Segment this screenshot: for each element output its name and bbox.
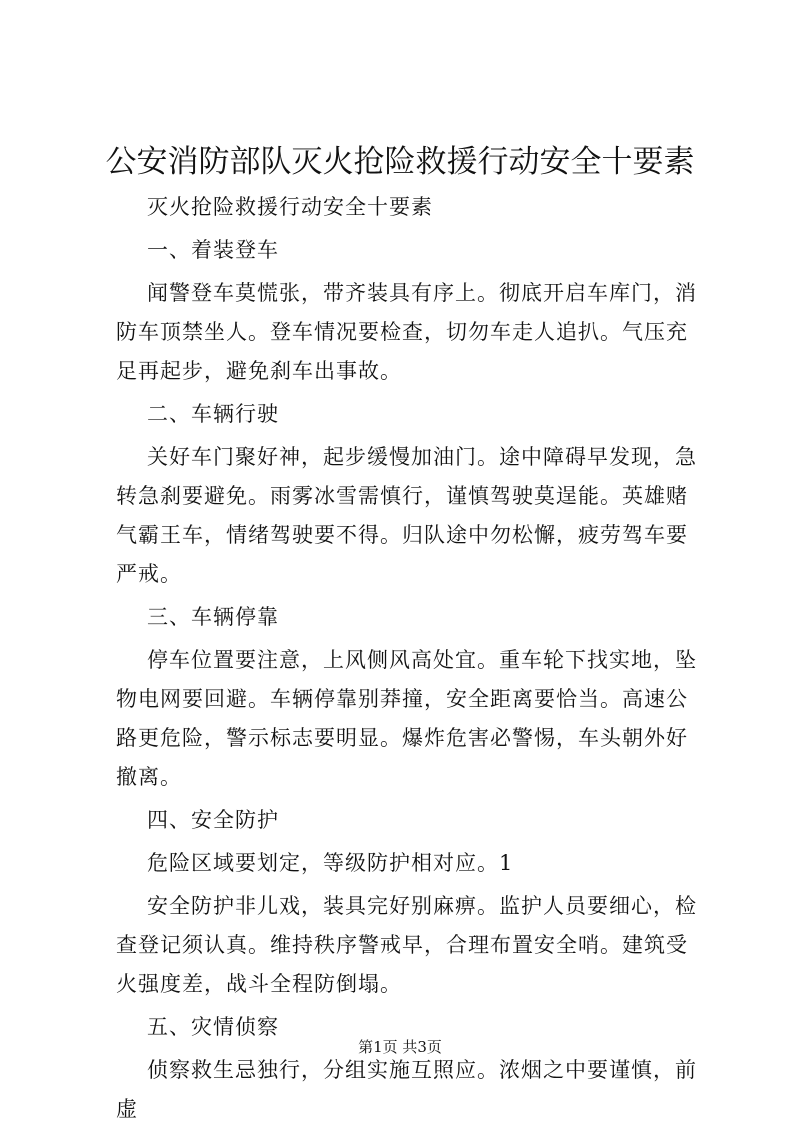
body-paragraph: 关好车门聚好神，起步缓慢加油门。途中障碍早发现，急转急刹要避免。雨雾冰雪需慎行，谨慎驾驶莫逞能。英雄赌气霸王车，情绪驾驶要不得。归队途中勿松懈，疲劳驾车要严戒。 (116, 445, 697, 586)
section-heading-5: 五、灾情侦察 (147, 1015, 279, 1039)
body-paragraph: 危险区域要划定，等级防护相对应。1 (147, 851, 514, 875)
section-heading-1: 一、着装登车 (147, 238, 279, 262)
section-heading-4: 四、安全防护 (147, 808, 279, 832)
section-heading-2: 二、车辆行驶 (147, 402, 279, 426)
page-footer: 第1页 共3页 (358, 1038, 442, 1056)
document-title: 公安消防部队灭火抢险救援行动安全十要素 (105, 144, 695, 180)
section-heading-3: 三、车辆停靠 (147, 605, 279, 629)
body-paragraph: 安全防护非儿戏，装具完好别麻痹。监护人员要细心，检查登记须认真。维持秩序警戒早，合理布置安全哨。建筑受火强度差，战斗全程防倒塌。 (116, 894, 697, 996)
document-body (116, 188, 708, 1133)
body-paragraph: 侦察救生忌独行，分组实施互照应。浓烟之中要谨慎，前虚 (116, 1058, 697, 1121)
body-subtitle: 灭火抢险救援行动安全十要素 (147, 195, 433, 219)
body-paragraph: 停车位置要注意，上风侧风高处宜。重车轮下找实地，坠物电网要回避。车辆停靠别莽撞，安全距离要恰当。高速公路更危险，警示标志要明显。爆炸危害必警惕，车头朝外好撤离。 (116, 648, 697, 789)
body-paragraph: 闻警登车莫慌张，带齐装具有序上。彻底开启车库门，消防车顶禁坐人。登车情况要检查，切勿车走人追扒。气压充足再起步，避免刹车出事故。 (116, 281, 697, 383)
